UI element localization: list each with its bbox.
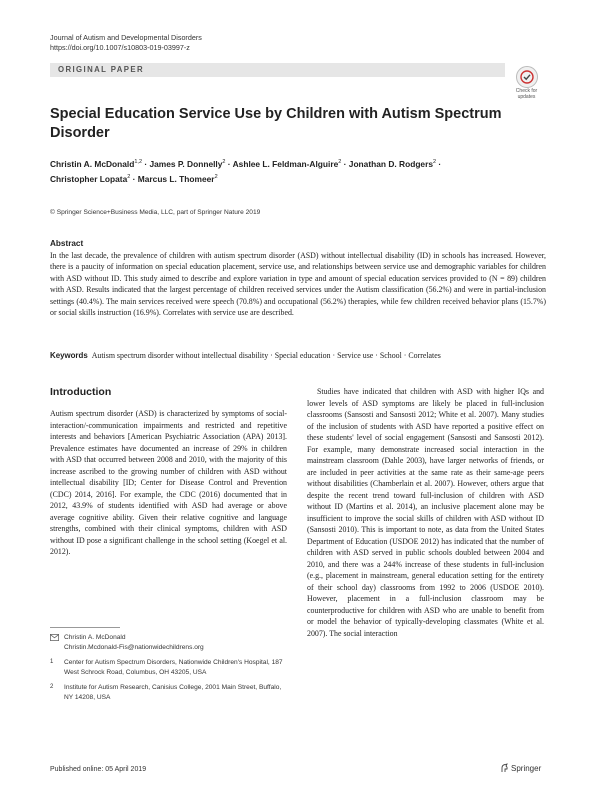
envelope-icon [50, 634, 59, 645]
footnotes [50, 633, 290, 708]
keywords-label: Keywords [50, 351, 88, 360]
keywords [50, 350, 570, 361]
right-column [307, 386, 544, 639]
check-for-updates-label: Check for updates [515, 88, 538, 100]
journal-doi[interactable]: https://doi.org/10.1007/s10803-019-03997-z [50, 43, 190, 52]
published-date: Published online: 05 April 2019 [50, 766, 147, 773]
copyright-notice: © Springer Science+Business Media, LLC, part of Springer Nature 2019 [50, 209, 261, 216]
journal-header [50, 33, 202, 53]
author[interactable]: Ashlee L. Feldman-Alguire$^2$ [232, 158, 342, 169]
author[interactable]: Marcus L. Thomeer$^2$ [137, 173, 218, 184]
body-paragraph: Studies have indicated that children with ASD with higher IQs and lower levels of ASD symptoms are likely be placed in full-inclusion classrooms (Sansosti and Sansosti 2012; White et al. 2007). Many studies of the inclusion of students with ASD have reported a positive effect on these students' level of social engagement (Sansosti and Sansosti 2012). For example, many demonstrate increased social interaction in the mainstream classroom (Dahle 2003), have larger networks of friends, or are included in peer activities at the same rate as their same-age peers without disabilities (Chamberlain et al. 2007). However, others argue that despite the recent trend toward full-inclusion of children with ASD without ID (Martins et al. 2014), an inclusive placement alone may be insufficient to improve the social skills of children with ASD without ID (Sansosti 2010). This is important to note, as data from the United States Department of Education (USDOE 2012) has indicated that the number of children with ASD served in public schools doubled between 2004 and 2010, and there was a 244% increase of these students in full-inclusion (e.g., placement in mainstream, general education setting for the entirety of their school day) classrooms from 1992 to 2006 (USDOE 2010). However, placement in a full-inclusion classroom may be counterproductive for children with ASD who are unable to benefit from or model the behavior of typically-developing classmates (White et al. 2007). The social interaction [307, 387, 544, 638]
author[interactable]: Jonathan D. Rodgers$^2$ [348, 158, 437, 169]
journal-name: Journal of Autism and Developmental Disorders [50, 33, 202, 42]
abstract-heading: Abstract [50, 239, 84, 248]
check-for-updates-icon [516, 66, 538, 88]
springer-horse-icon [500, 763, 509, 775]
introduction-heading: Introduction [50, 386, 112, 398]
body-paragraph: Autism spectrum disorder (ASD) is characterized by symptoms of social-interaction/-communication impairments and restricted and repetitive interests and behaviors [American Psychiatric Association (APA) 2013]. Prevalence estimates have documented an increase of 29% in children with ASD that occurred between 2008 and 2010, with the majority of this increase ascribed to the growing number of children with ASD without intellectual disability [ID; Center for Disease Control and Prevention (CDC) 2014, 2016]. For example, the CDC (2016) documented that in 2012, 43.9% of students identified with ASD had average or above average cognitive ability. Given their relative cognitive and language strengths, combined with their clinical symptoms, children with ASD without ID pose a significant challenge in the school setting (Koegel et al. 2012). [50, 409, 287, 556]
corresponding-author [50, 633, 290, 652]
section-banner [50, 63, 505, 77]
abstract-text: In the last decade, the prevalence of children with autism spectrum disorder (ASD) without intellectual disability (ID) in schools has increased. However, there is a paucity of information on special education placement, service use, and relationships between service use and demographic variables for children with ASD without ID. This study aimed to describe and explore variation in type and amount of special education services provided to (N = 89) children with ASD. Results indicated that the largest percentage of children received services under the Autism classification (56.2%) and were in partial-inclusion settings (40.4%). The main services received were speech (70.8%) and occupational (56.2%) therapies, while few children received behavior plans (15.7%) or social skills instruction (16.9%). Correlates with service use are described. [50, 251, 546, 318]
left-column [50, 408, 287, 558]
keywords-text: Autism spectrum disorder without intellectual disability · Special education · Service use · School · Correlates [91, 351, 441, 360]
check-for-updates-button[interactable] [513, 66, 540, 100]
corresponding-name: Christin A. McDonald [64, 634, 126, 641]
publisher-logo [500, 763, 541, 775]
footnote-divider [50, 627, 120, 628]
author[interactable]: Christopher Lopata$^2$ [50, 173, 131, 184]
paper-title: Special Education Service Use by Children with Autism Spectrum Disorder [50, 106, 502, 141]
author[interactable]: James P. Donnelly$^2$ [149, 158, 226, 169]
section-label: ORIGINAL PAPER [58, 65, 145, 74]
author[interactable]: Christin A. McDonald$^{1,2}$ [50, 158, 143, 169]
author-list: Christin A. McDonald$^{1,2}$ · James P. Donnelly$^2$ · Ashlee L. Feldman-Alguire$^2$ · Jonathan D. Rodgers$^2$ · Christopher Lopata$^2$ · Marcus L. Thomeer$^2$ [50, 158, 442, 184]
affiliation-1: 1 Center for Autism Spectrum Disorders, Nationwide Children's Hospital, 187 West Schrock Road, Columbus, OH 43205, USA [50, 659, 283, 676]
corresponding-email[interactable]: Christin.Mcdonald-Fis@nationwidechildrens.org [64, 643, 204, 651]
affiliation-2: 2 Institute for Autism Research, Canisius College, 2001 Main Street, Buffalo, NY 14208, USA [50, 684, 282, 701]
publisher-name: Springer [511, 764, 542, 774]
